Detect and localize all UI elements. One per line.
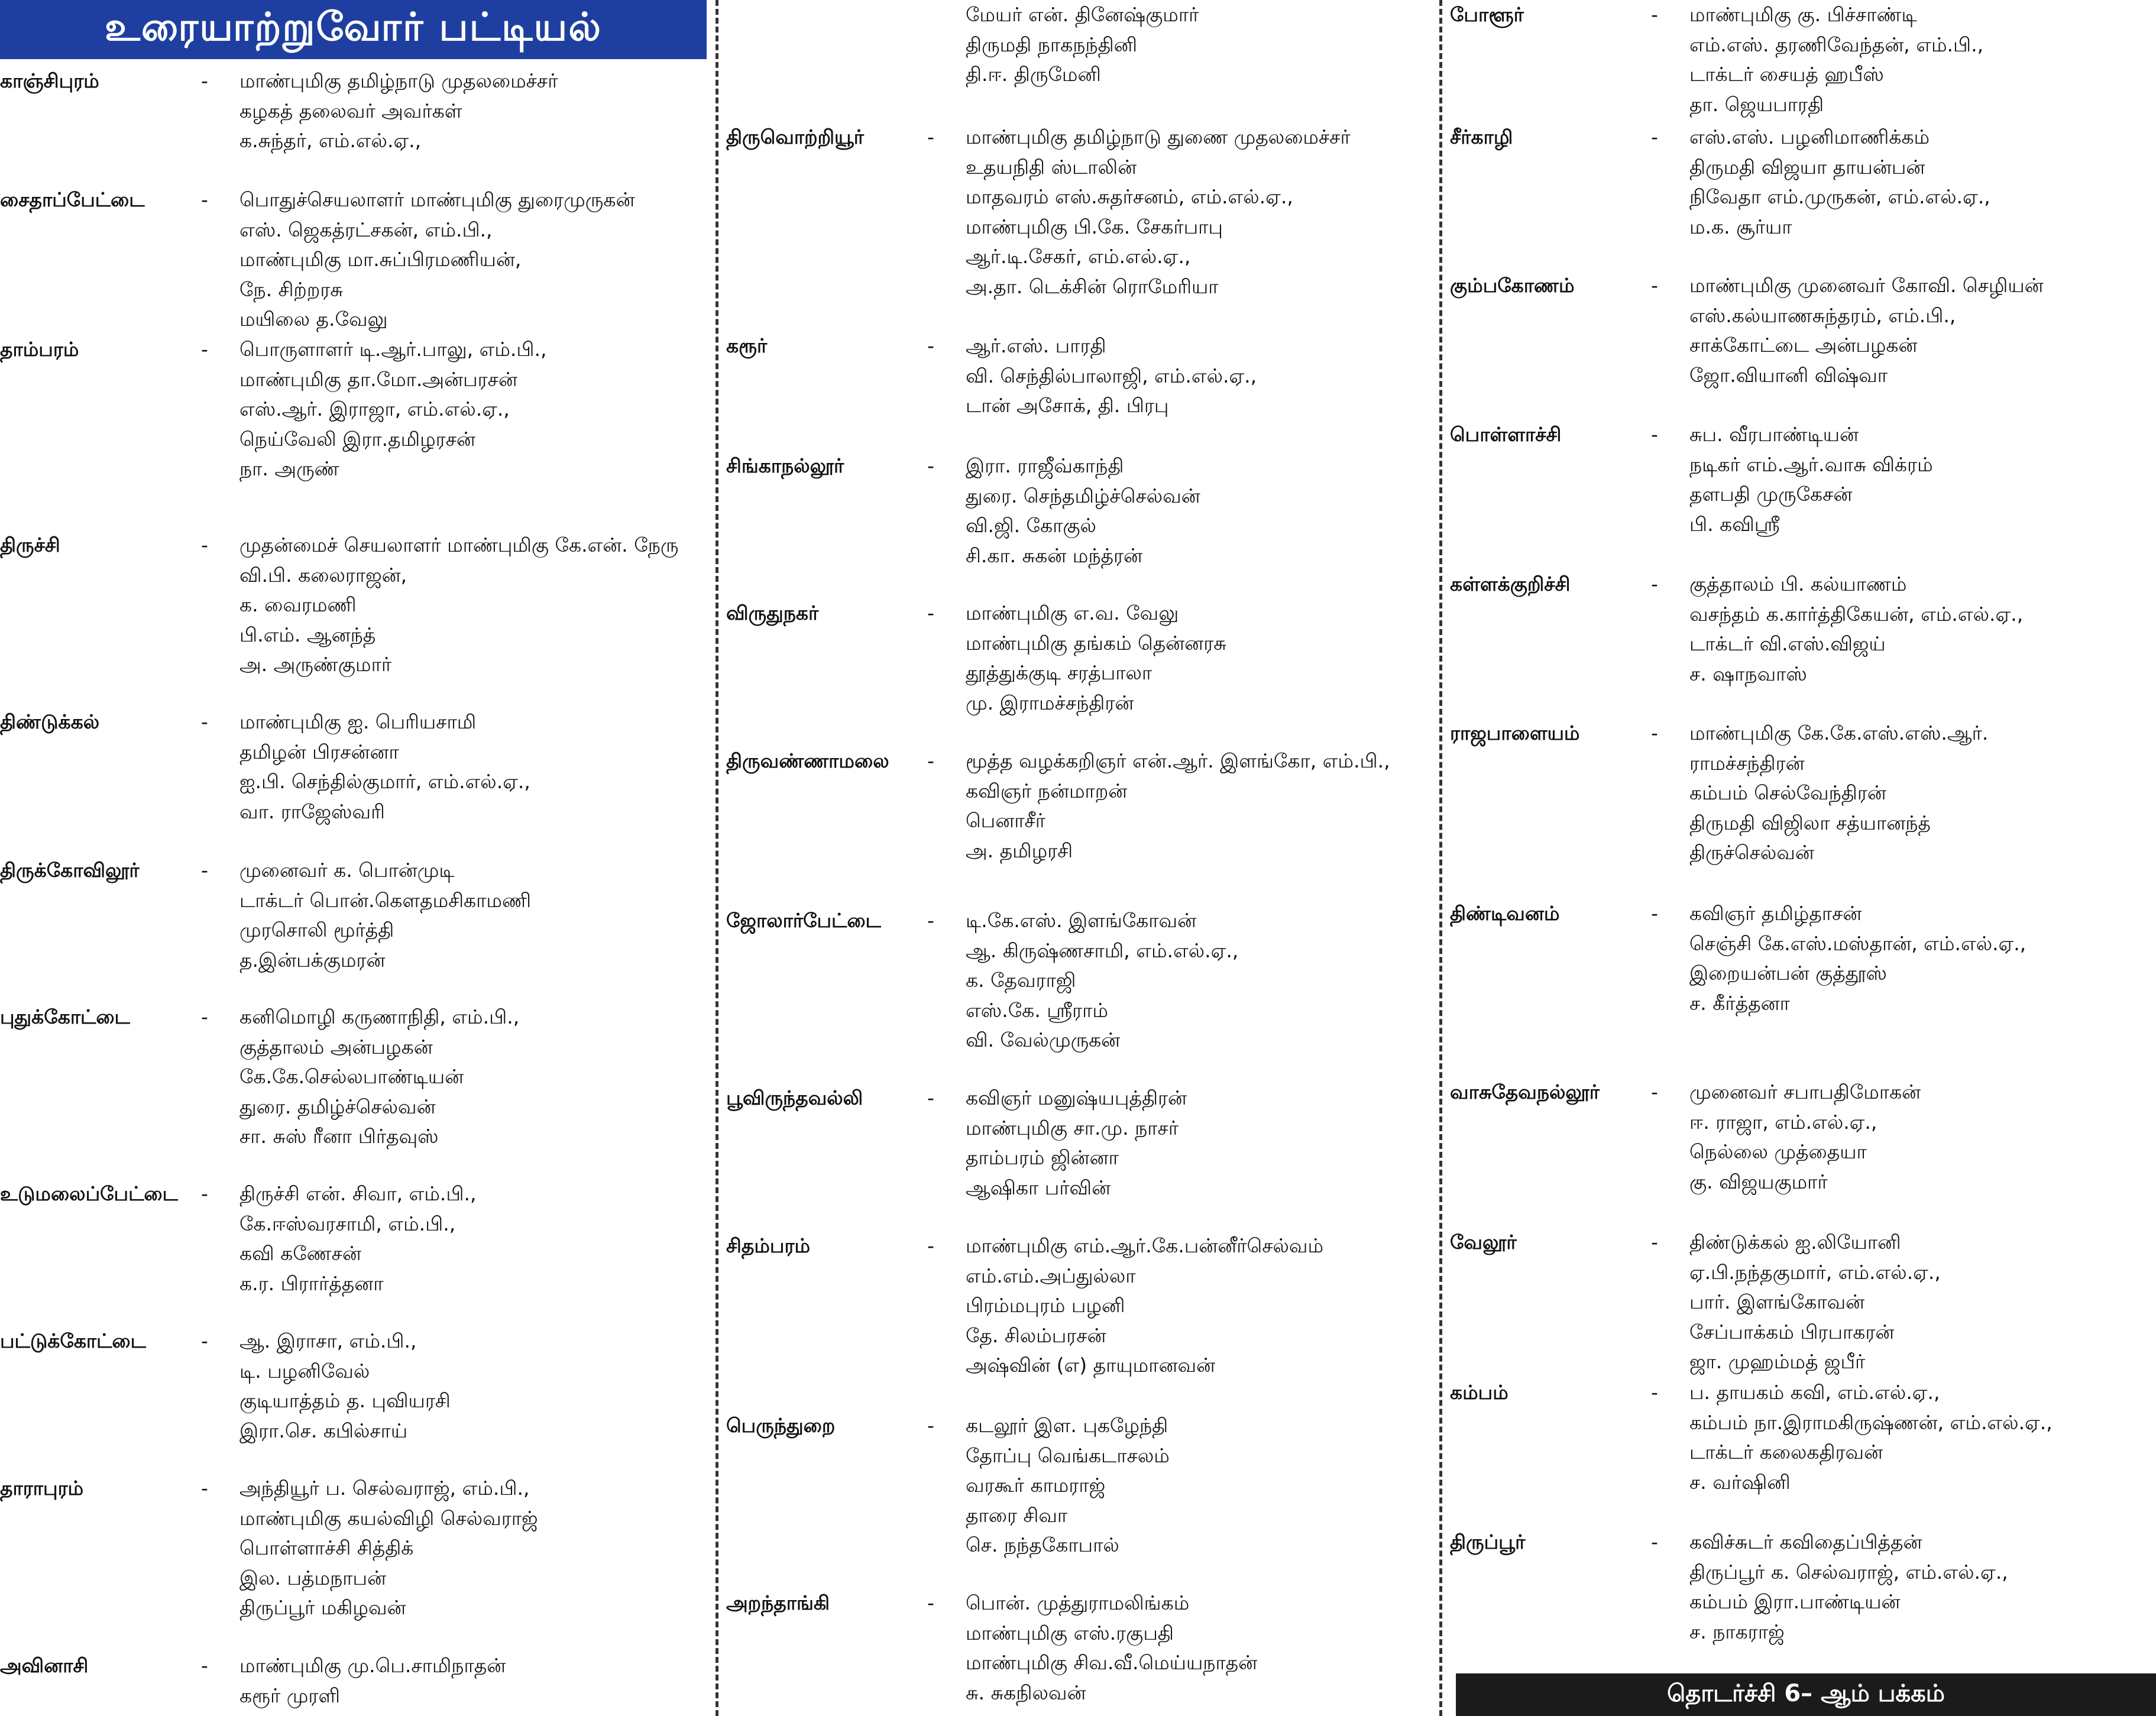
speaker-name: மூத்த வழக்கறிஞர் என்.ஆர். இளங்கோ, எம்.பி.,: [966, 749, 1390, 772]
speaker-names: [1689, 0, 2156, 119]
separator-dash: -: [1651, 3, 1658, 26]
constituency-name: திண்டுக்கல்: [0, 710, 100, 733]
speaker-name: தளபதி முருகேசன்: [1689, 483, 1853, 506]
speaker-name: ராமச்சந்திரன்: [1689, 751, 1805, 775]
speaker-name: நெல்லை முத்தையா: [1689, 1140, 1867, 1163]
speaker-name: நெய்வேலி இரா.தமிழரசன்: [239, 427, 475, 451]
speaker-name: மாண்புமிகு மா.சுப்பிரமணியன்,: [239, 248, 522, 271]
separator-dash: -: [927, 1086, 934, 1109]
separator-dash: -: [927, 1414, 934, 1437]
constituency-name: காஞ்சிபுரம்: [0, 69, 99, 92]
speaker-name: கே.ஈஸ்வரசாமி, எம்.பி.,: [239, 1212, 456, 1235]
speaker-name: ஏ.பி.நந்தகுமார், எம்.எல்.ஏ.,: [1689, 1260, 1941, 1284]
constituency-name: திருச்சி: [0, 533, 60, 556]
speaker-name: மாண்புமிகு தமிழ்நாடு முதலமைச்சர்: [239, 69, 558, 92]
constituency-name: திருப்பூர்: [1450, 1530, 1526, 1553]
speaker-name: சுப. வீரபாண்டியன்: [1689, 423, 1859, 446]
speaker-name: கவிஞர் மனுஷ்யபுத்திரன்: [966, 1086, 1187, 1109]
speaker-name: வி. செந்தில்பாலாஜி, எம்.எல்.ஏ.,: [966, 364, 1257, 387]
speaker-names: [239, 66, 707, 156]
speaker-name: அ. அருண்குமார்: [239, 653, 392, 676]
speaker-name: டி. பழனிவேல்: [239, 1359, 370, 1382]
separator-dash: -: [201, 533, 208, 556]
speaker-names: [966, 0, 1433, 90]
speaker-names: [1689, 1077, 2156, 1197]
speaker-names: [1689, 122, 2156, 242]
speaker-names: [1689, 569, 2156, 689]
speaker-name: பொள்ளாச்சி சித்திக்: [239, 1536, 414, 1559]
separator-dash: -: [201, 859, 208, 882]
constituency-name: பூவிருந்தவல்லி: [726, 1086, 863, 1109]
speaker-name: ஆர்.எஸ். பாரதி: [966, 334, 1106, 357]
separator-dash: -: [1651, 1530, 1658, 1553]
speaker-name: மாண்புமிகு சா.மு. நாசர்: [966, 1116, 1179, 1139]
speaker-name: உதயநிதி ஸ்டாலின்: [966, 155, 1137, 179]
speaker-names: [1689, 718, 2156, 868]
speaker-name: சேப்பாக்கம் பிரபாகரன்: [1689, 1320, 1895, 1343]
constituency-name: சைதாப்பேட்டை: [0, 188, 145, 211]
constituency-name: சிதம்பரம்: [726, 1234, 811, 1257]
separator-dash: -: [1651, 572, 1658, 595]
speaker-name: திருமதி நாகநந்தினி: [966, 33, 1138, 56]
speaker-name: வசந்தம் க.கார்த்திகேயன், எம்.எல்.ஏ.,: [1689, 602, 2024, 626]
speaker-name: பொதுச்செயலாளர் மாண்புமிகு துரைமுருகன்: [239, 188, 635, 211]
speaker-name: வி.பி. கலைராஜன்,: [239, 563, 407, 587]
speaker-name: மாண்புமிகு ஐ. பெரியசாமி: [239, 710, 477, 733]
constituency-name: போளூர்: [1450, 3, 1524, 26]
speaker-name: பெனாசீர்: [966, 809, 1045, 832]
separator-dash: -: [927, 749, 934, 772]
speaker-name: மாண்புமிகு எஸ்.ரகுபதி: [966, 1621, 1174, 1644]
speaker-name: மயிலை த.வேலு: [239, 307, 388, 331]
speaker-name: மாண்புமிகு சிவ.வீ.மெய்யநாதன்: [966, 1651, 1258, 1674]
speaker-names: [966, 122, 1433, 302]
separator-dash: -: [201, 1005, 208, 1028]
constituency-name: கள்ளக்குறிச்சி: [1450, 572, 1571, 595]
speaker-name: நடிகர் எம்.ஆர்.வாசு விக்ரம்: [1689, 452, 1933, 476]
constituency-name: அறந்தாங்கி: [726, 1591, 830, 1614]
speaker-name: முனைவர் சபாபதிமோகன்: [1689, 1080, 1921, 1103]
speaker-names: [1689, 899, 2156, 1018]
speaker-name: திண்டுக்கல் ஐ.லியோனி: [1689, 1231, 1901, 1254]
column-divider: [716, 0, 718, 1716]
speaker-name: பி.எம். ஆனந்த்: [239, 623, 376, 646]
column-divider: [1439, 0, 1442, 1716]
speaker-name: பி. கவிஸ்ரீ: [1689, 512, 1780, 536]
speaker-name: நிவேதா எம்.முருகன், எம்.எல்.ஏ.,: [1689, 185, 1990, 208]
separator-dash: -: [1651, 423, 1658, 446]
speaker-name: க. தேவராஜி: [966, 969, 1076, 992]
speaker-name: இல. பத்மநாபன்: [239, 1566, 387, 1589]
speaker-name: மாண்புமிகு தங்கம் தென்னரசு: [966, 631, 1226, 655]
speaker-names: [966, 746, 1433, 866]
constituency-name: தாம்பரம்: [0, 338, 79, 361]
speaker-name: தி.ஈ. திருமேனி: [966, 63, 1101, 86]
speaker-name: வா. ராஜேஸ்வரி: [239, 799, 385, 823]
separator-dash: -: [1651, 902, 1658, 925]
constituency-name: தாராபுரம்: [0, 1477, 84, 1500]
constituency-name: ராஜபாளையம்: [1450, 721, 1580, 744]
speaker-names: [1689, 1527, 2156, 1647]
speaker-name: எஸ்.கே. ஸ்ரீராம்: [966, 998, 1108, 1022]
speaker-name: இரா.செ. கபில்சாய்: [239, 1419, 408, 1442]
speaker-name: முரசொலி மூர்த்தி: [239, 918, 394, 941]
constituency-name: சிங்காநல்லூர்: [726, 454, 844, 477]
constituency-name: புதுக்கோட்டை: [0, 1005, 130, 1028]
speaker-names: [239, 185, 707, 335]
constituency-name: பொள்ளாச்சி: [1450, 423, 1562, 446]
speaker-name: எஸ். ஜெகத்ரட்சகன், எம்.பி.,: [239, 218, 493, 241]
speaker-name: ஈ. ராஜா, எம்.எல்.ஏ.,: [1689, 1110, 1877, 1134]
speaker-name: டாக்டர் கலைகதிரவன்: [1689, 1440, 1883, 1464]
speaker-names: [239, 1326, 707, 1446]
separator-dash: -: [927, 601, 934, 624]
speaker-name: குத்தாலம் அன்பழகன்: [239, 1035, 433, 1058]
constituency-name: திருவொற்றியூர்: [726, 125, 864, 148]
speaker-name: வி.ஜி. கோகுல்: [966, 514, 1096, 537]
speaker-name: கம்பம் நா.இராமகிருஷ்ணன், எம்.எல்.ஏ.,: [1689, 1410, 2053, 1434]
speaker-name: செ. நந்தகோபால்: [966, 1533, 1119, 1556]
speaker-name: டாக்டர் பொன்.கௌதமசிகாமணி: [239, 888, 532, 912]
continuation-banner: தொடர்ச்சி 6– ஆம் பக்கம்: [1456, 1673, 2156, 1716]
separator-dash: -: [1651, 125, 1658, 148]
speaker-name: மாண்புமிகு முனைவர் கோவி. செழியன்: [1689, 274, 2044, 297]
speaker-name: பார். இளங்கோவன்: [1689, 1290, 1865, 1313]
speaker-name: வரகூர் காமராஜ்: [966, 1474, 1106, 1497]
constituency-name: கும்பகோணம்: [1450, 274, 1575, 297]
speaker-name: எஸ்.எஸ். பழனிமாணிக்கம்: [1689, 125, 1930, 148]
constituency-name: சீர்காழி: [1450, 125, 1513, 148]
speaker-name: ஆஷிகா பர்வின்: [966, 1176, 1111, 1199]
speaker-name: நே. சிற்றரசு: [239, 277, 343, 301]
separator-dash: -: [201, 1654, 208, 1677]
speaker-name: மாண்புமிகு எம்.ஆர்.கே.பன்னீர்செல்வம்: [966, 1234, 1324, 1257]
speaker-name: கழகத் தலைவர் அவர்கள்: [239, 99, 462, 122]
separator-dash: -: [201, 69, 208, 92]
speaker-name: எஸ்.கல்யாணசுந்தரம், எம்.பி.,: [1689, 303, 1956, 327]
separator-dash: -: [927, 1591, 934, 1614]
speaker-name: சா. சுஸ் ரீனா பிர்தவுஸ்: [239, 1125, 439, 1148]
speaker-name: கரூர் முரளி: [239, 1683, 340, 1707]
speaker-name: மாண்புமிகு கயல்விழி செல்வராஜ்: [239, 1506, 538, 1530]
speaker-names: [239, 856, 707, 975]
speaker-name: ஆர்.டி.சேகர், எம்.எல்.ஏ.,: [966, 245, 1191, 268]
speaker-name: டாக்டர் சையத் ஹபீஸ்: [1689, 63, 1884, 86]
speaker-name: முதன்மைச் செயலாளர் மாண்புமிகு கே.என். நேரு: [239, 533, 679, 556]
speaker-name: குத்தாலம் பி. கல்யாணம்: [1689, 572, 1907, 595]
speaker-name: துரை. தமிழ்ச்செல்வன்: [239, 1095, 436, 1118]
separator-dash: -: [1651, 1381, 1658, 1404]
speaker-names: [239, 707, 707, 827]
constituency-name: அவினாசி: [0, 1654, 89, 1677]
speaker-name: மாண்புமிகு தா.மோ.அன்பரசன்: [239, 367, 517, 391]
speaker-name: அ. தமிழரசி: [966, 838, 1073, 862]
speaker-name: தாரை சிவா: [966, 1503, 1068, 1527]
speaker-names: [966, 906, 1433, 1055]
speaker-name: திருப்பூர் மகிழவன்: [239, 1596, 406, 1619]
speaker-name: மாண்புமிகு பி.கே. சேகர்பாபு: [966, 215, 1223, 238]
speaker-name: ம.க. சூர்யா: [1689, 215, 1792, 238]
speaker-name: மாண்புமிகு எ.வ. வேலு: [966, 601, 1179, 624]
speaker-name: கம்பம் செல்வேந்திரன்: [1689, 781, 1886, 804]
speaker-name: கவிஞர் தமிழ்தாசன்: [1689, 902, 1862, 925]
constituency-name: திண்டிவனம்: [1450, 902, 1560, 925]
speaker-name: செஞ்சி கே.எஸ்.மஸ்தான், எம்.எல்.ஏ.,: [1689, 931, 2026, 955]
speaker-name: மாண்புமிகு கே.கே.எஸ்.எஸ்.ஆர்.: [1689, 721, 1989, 744]
speaker-names: [966, 451, 1433, 571]
speaker-name: திருப்பூர் க. செல்வராஜ், எம்.எல்.ஏ.,: [1689, 1560, 2008, 1584]
speaker-names: [966, 1411, 1433, 1560]
speaker-name: முனைவர் க. பொன்முடி: [239, 859, 455, 882]
speaker-name: எம்.எம்.அப்துல்லா: [966, 1264, 1136, 1287]
speaker-names: [966, 598, 1433, 718]
speaker-name: கே.கே.செல்லபாண்டியன்: [239, 1065, 464, 1088]
page-title: உரையாற்றுவோர் பட்டியல்: [0, 0, 707, 59]
speaker-name: அ.தா. டெக்சின் ரொமேரியா: [966, 274, 1219, 298]
speaker-name: டான் அசோக், தி. பிரபு: [966, 394, 1169, 417]
speaker-name: இரா. ராஜீவ்காந்தி: [966, 454, 1124, 477]
separator-dash: -: [1651, 1231, 1658, 1254]
separator-dash: -: [1651, 1080, 1658, 1103]
constituency-name: கம்பம்: [1450, 1381, 1508, 1404]
speaker-name: ச. நாகராஜ்: [1689, 1620, 1785, 1643]
constituency-name: கரூர்: [726, 334, 768, 357]
speaker-name: மேயர் என். தினேஷ்குமார்: [966, 3, 1199, 26]
speaker-name: தமிழன் பிரசன்னா: [239, 740, 399, 763]
speaker-names: [966, 331, 1433, 421]
column-3: [1450, 0, 2156, 1716]
speaker-name: கனிமொழி கருணாநிதி, எம்.பி.,: [239, 1005, 520, 1028]
separator-dash: -: [201, 338, 208, 361]
speaker-names: [966, 1231, 1433, 1381]
speaker-name: ஐ.பி. செந்தில்குமார், எம்.எல்.ஏ.,: [239, 770, 530, 793]
separator-dash: -: [927, 454, 934, 477]
speaker-name: தூத்துக்குடி சரத்பாலா: [966, 661, 1153, 684]
separator-dash: -: [1651, 274, 1658, 297]
speaker-name: பொன். முத்துராமலிங்கம்: [966, 1591, 1190, 1614]
speaker-name: தாம்பரம் ஜின்னா: [966, 1146, 1119, 1169]
speaker-names: [239, 1651, 707, 1711]
speaker-name: கடலூர் இள. புகழேந்தி: [966, 1414, 1168, 1437]
speaker-name: ச. வர்ஷினி: [1689, 1470, 1791, 1494]
separator-dash: -: [927, 1234, 934, 1257]
speaker-name: கு. விஜயகுமார்: [1689, 1170, 1828, 1193]
speaker-name: டி.கே.எஸ். இளங்கோவன்: [966, 909, 1197, 932]
speaker-name: க.ர. பிரார்த்தனா: [239, 1271, 384, 1295]
speaker-name: கவிஞர் நன்மாறன்: [966, 779, 1128, 802]
separator-dash: -: [927, 125, 934, 148]
speaker-name: எம்.எஸ். தரணிவேந்தன், எம்.பி.,: [1689, 33, 1984, 56]
separator-dash: -: [201, 188, 208, 211]
speaker-name: சி.கா. சுகன் மந்த்ரன்: [966, 543, 1143, 567]
separator-dash: -: [201, 1477, 208, 1500]
speaker-name: திருச்சி என். சிவா, எம்.பி.,: [239, 1182, 477, 1205]
speaker-name: இறையன்பன் குத்தூஸ்: [1689, 961, 1887, 985]
speaker-names: [966, 1083, 1433, 1203]
speaker-name: டாக்டர் வி.எஸ்.விஜய்: [1689, 632, 1886, 655]
constituency-name: உடுமலைப்பேட்டை: [0, 1182, 178, 1205]
speaker-name: எஸ்.ஆர். இராஜா, எம்.எல்.ஏ.,: [239, 397, 510, 420]
speaker-names: [1689, 1228, 2156, 1377]
speaker-name: தே. சிலம்பரசன்: [966, 1323, 1106, 1347]
constituency-name: பட்டுக்கோட்டை: [0, 1329, 146, 1352]
separator-dash: -: [927, 334, 934, 357]
speaker-names: [239, 335, 707, 484]
speaker-names: [1689, 271, 2156, 390]
speaker-name: ஆ. கிருஷ்ணசாமி, எம்.எல்.ஏ.,: [966, 938, 1239, 962]
speaker-name: கம்பம் இரா.பாண்டியன்: [1689, 1590, 1901, 1613]
speaker-name: மாதவரம் எஸ்.சுதர்சனம், எம்.எல்.ஏ.,: [966, 185, 1293, 208]
separator-dash: -: [201, 1329, 208, 1352]
speaker-name: கவி கணேசன்: [239, 1242, 361, 1265]
speaker-names: [239, 1002, 707, 1152]
constituency-name: வேலூர்: [1450, 1231, 1517, 1254]
speaker-names: [1689, 1378, 2156, 1497]
speaker-name: ஜா. முஹம்மத் ஜபீர்: [1689, 1350, 1866, 1373]
speaker-name: திருச்செல்வன்: [1689, 841, 1814, 864]
speaker-name: அஷ்வின் (எ) தாயுமானவன்: [966, 1354, 1216, 1377]
speaker-names: [239, 530, 707, 680]
speaker-names: [239, 1179, 707, 1299]
speaker-name: பொருளாளர் டி.ஆர்.பாலு, எம்.பி.,: [239, 338, 547, 361]
speaker-name: தா. ஜெயபாரதி: [1689, 92, 1824, 116]
speaker-name: க.சுந்தர், எம்.எல்.ஏ.,: [239, 129, 422, 152]
separator-dash: -: [201, 710, 208, 733]
speaker-name: மு. இராமச்சந்திரன்: [966, 691, 1134, 714]
speaker-name: திருமதி விஜிலா சத்யானந்த்: [1689, 811, 1931, 834]
constituency-name: பெருந்துறை: [726, 1414, 836, 1437]
speaker-name: திருமதி விஜயா தாயன்பன்: [1689, 155, 1925, 179]
separator-dash: -: [201, 1182, 208, 1205]
speaker-name: அந்தியூர் ப. செல்வராஜ், எம்.பி.,: [239, 1477, 530, 1500]
speaker-name: பிரம்மபுரம் பழனி: [966, 1294, 1125, 1317]
speaker-name: மாண்புமிகு தமிழ்நாடு துணை முதலமைச்சர்: [966, 125, 1351, 148]
speaker-name: ச. கீர்த்தனா: [1689, 991, 1790, 1015]
constituency-name: திருவண்ணாமலை: [726, 749, 889, 772]
speaker-name: ஆ. இராசா, எம்.பி.,: [239, 1329, 417, 1352]
speaker-name: நா. அருண்: [239, 457, 339, 480]
constituency-name: விருதுநகர்: [726, 601, 819, 624]
speaker-name: குடியாத்தம் த. புவியரசி: [239, 1389, 451, 1412]
speaker-name: மாண்புமிகு கு. பிச்சாண்டி: [1689, 3, 1917, 26]
speaker-names: [1689, 420, 2156, 539]
speaker-name: கவிச்சுடர் கவிதைப்பித்தன்: [1689, 1530, 1922, 1553]
speaker-name: துரை. செந்தமிழ்ச்செல்வன்: [966, 484, 1200, 507]
constituency-name: திருக்கோவிலூர்: [0, 859, 140, 882]
speaker-name: வி. வேல்முருகன்: [966, 1028, 1121, 1051]
constituency-name: ஜோலார்பேட்டை: [726, 909, 881, 932]
speaker-name: ஜோ.வியானி விஷ்வா: [1689, 363, 1888, 387]
column-2: [726, 0, 1433, 1716]
speaker-name: த.இன்பக்குமரன்: [239, 948, 386, 972]
separator-dash: -: [1651, 721, 1658, 744]
speaker-name: க. வைரமணி: [239, 593, 357, 616]
speaker-names: [239, 1474, 707, 1623]
speaker-name: சாக்கோட்டை அன்பழகன்: [1689, 334, 1918, 357]
column-1: [0, 0, 707, 1716]
speaker-name: சு. சுகநிலவன்: [966, 1681, 1086, 1704]
speaker-name: மாண்புமிகு மு.பெ.சாமிநாதன்: [239, 1654, 506, 1677]
speaker-names: [966, 1588, 1433, 1708]
constituency-name: வாசுதேவநல்லூர்: [1450, 1080, 1600, 1103]
speaker-name: தோப்பு வெங்கடாசலம்: [966, 1443, 1170, 1467]
separator-dash: -: [927, 909, 934, 932]
speaker-name: ச. ஷாநவாஸ்: [1689, 662, 1807, 685]
speaker-name: ப. தாயகம் கவி, எம்.எல்.ஏ.,: [1689, 1381, 1940, 1404]
